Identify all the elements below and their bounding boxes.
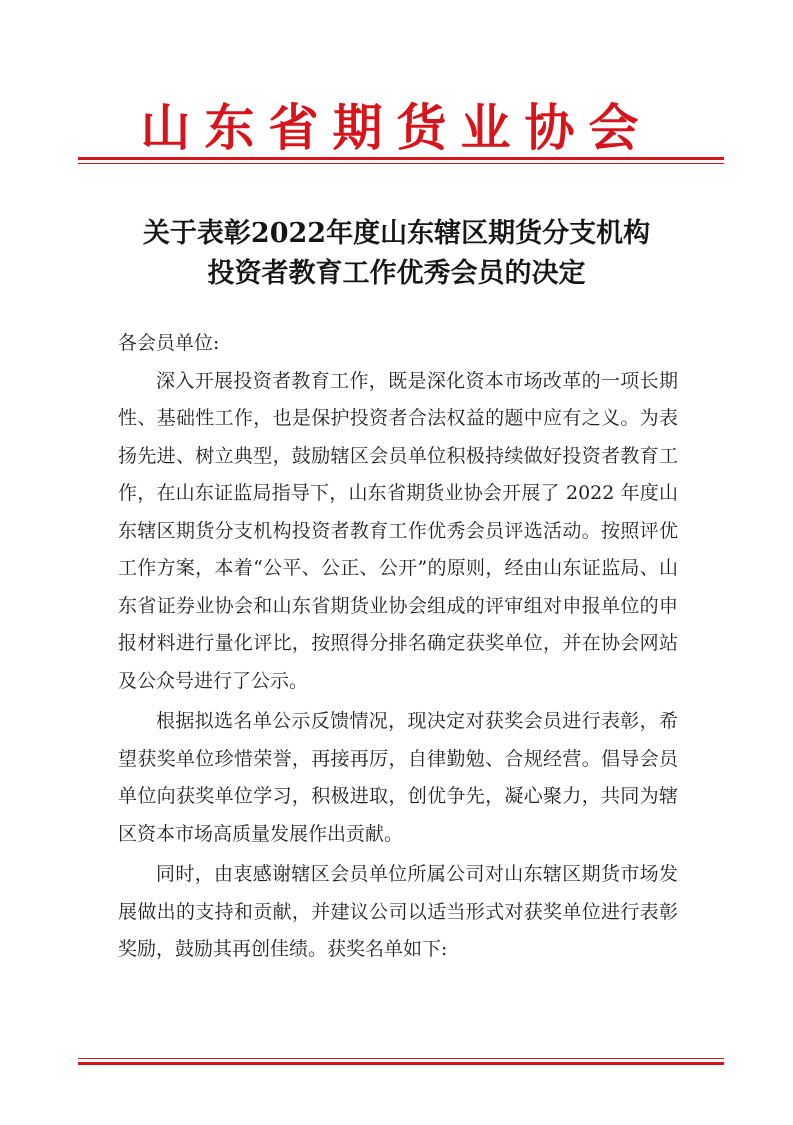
body-paragraph-1: 深入开展投资者教育工作，既是深化资本市场改革的一项长期性、基础性工作，也是保护投资者合法权益的题中应有之义。为表扬先进、树立典型，鼓励辖区会员单位积极持续做好投资者教育工作，在山东证监局指导下，山东省期货业协会开展了 2022 年度山东辖区期货分支机构投资者教育工作优秀会员评选活动。按照评优工作方案，本着“公平、公正、公开”的原则，经由山东证监局、山东省证券业协会和山东省期货业协会组成的评审组对申报单位的申报材料进行量化评比，按照得分排名确定获奖单位，并在协会网站及公众号进行了公示。 <box>118 369 678 692</box>
salutation: 各会员单位: <box>118 332 220 354</box>
footer-rule-thick <box>78 1062 724 1065</box>
document-body <box>118 325 678 972</box>
body-paragraph-3: 同时，由衷感谢辖区会员单位所属公司对山东辖区期货市场发展做出的支持和贡献，并建议公司以适当形式对获奖单位进行表彰奖励，鼓励其再创佳绩。获奖名单如下: <box>118 863 678 960</box>
letterhead-rule-thick <box>78 157 724 160</box>
document-title-line-2: 投资者教育工作优秀会员的决定 <box>207 258 586 289</box>
letterhead-rule-thin <box>78 163 724 164</box>
letterhead-org-name: 山东省期货业协会 <box>140 98 653 157</box>
footer-rule-thin <box>78 1058 724 1059</box>
document-title-line-1: 关于表彰2022年度山东辖区期货分支机构 <box>142 218 651 249</box>
body-paragraph-2: 根据拟选名单公示反馈情况，现决定对获奖会员进行表彰，希望获奖单位珍惜荣誉，再接再厉，自律勤勉、合规经营。倡导会员单位向获奖单位学习，积极进取，创优争先，凝心聚力，共同为辖区资本市场高质量发展作出贡献。 <box>118 710 678 845</box>
